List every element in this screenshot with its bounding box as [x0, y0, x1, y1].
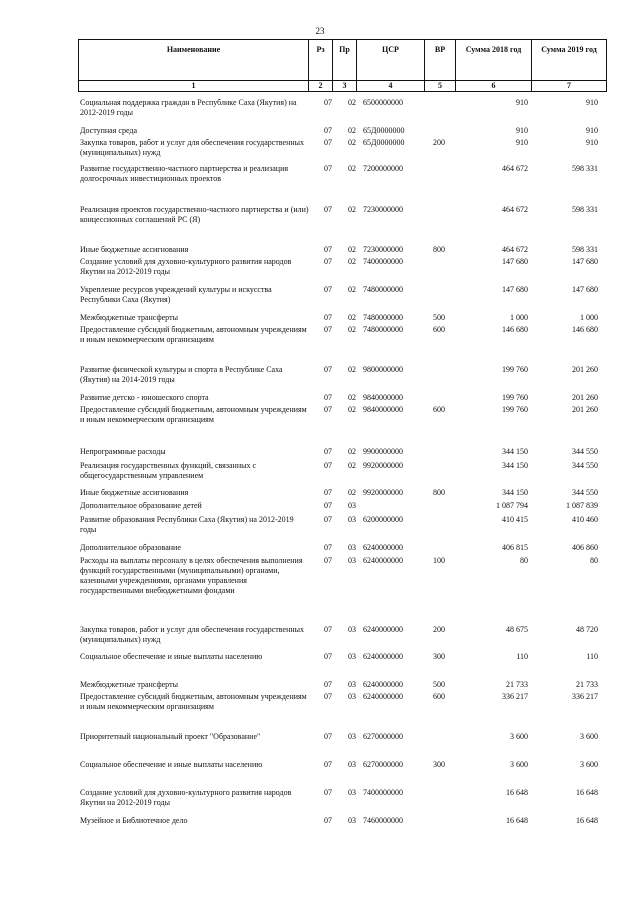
- row-name: Приоритетный национальный проект "Образование": [80, 732, 261, 741]
- row-rz: 07: [324, 393, 332, 402]
- row-rz: 07: [324, 501, 332, 510]
- row-csr: 6240000000: [363, 692, 403, 701]
- row-sum-2018: 110: [516, 652, 528, 661]
- row-pr: 02: [348, 365, 356, 374]
- row-sum-2018: 199 760: [502, 405, 528, 414]
- row-sum-2018: 146 680: [502, 325, 528, 334]
- row-pr: 02: [348, 313, 356, 322]
- row-sum-2019: 910: [586, 98, 598, 107]
- column-number: 2: [308, 80, 333, 92]
- row-pr: 02: [348, 126, 356, 135]
- row-sum-2018: 1 000: [510, 313, 528, 322]
- row-csr: 6270000000: [363, 732, 403, 741]
- row-sum-2019: 598 331: [572, 164, 598, 173]
- header-rz: Рз: [308, 39, 333, 81]
- row-csr: 7230000000: [363, 205, 403, 214]
- row-name: Музейное и Библиотечное дело: [80, 816, 188, 825]
- row-pr: 03: [348, 543, 356, 552]
- row-vr: 800: [433, 245, 445, 254]
- row-rz: 07: [324, 138, 332, 147]
- row-name: Закупка товаров, работ и услуг для обеспечения государственных (муниципальных) нужд: [80, 625, 305, 644]
- row-sum-2019: 16 648: [576, 816, 598, 825]
- row-sum-2019: 3 600: [580, 760, 598, 769]
- row-rz: 07: [324, 164, 332, 173]
- column-number: 7: [531, 80, 607, 92]
- row-pr: 03: [348, 732, 356, 741]
- row-sum-2018: 3 600: [510, 760, 528, 769]
- row-sum-2019: 344 550: [572, 447, 598, 456]
- row-name: Развитие государственно-частного партнерства и реализация долгосрочных инвестиционных проектов: [80, 164, 289, 183]
- row-csr: 7230000000: [363, 245, 403, 254]
- row-csr: 6200000000: [363, 515, 403, 524]
- column-number: 5: [424, 80, 456, 92]
- row-sum-2018: 199 760: [502, 393, 528, 402]
- row-name: Непрограммные расходы: [80, 447, 166, 456]
- row-sum-2019: 344 550: [572, 488, 598, 497]
- row-name: Социальное обеспечение и иные выплаты населению: [80, 652, 263, 661]
- row-csr: 9800000000: [363, 365, 403, 374]
- row-sum-2018: 406 815: [502, 543, 528, 552]
- row-sum-2018: 199 760: [502, 365, 528, 374]
- row-name: Предоставление субсидий бюджетным, автономным учреждениям и иным некоммерческим организациям: [80, 405, 307, 424]
- row-rz: 07: [324, 816, 332, 825]
- header-csr: ЦСР: [356, 39, 425, 81]
- row-sum-2019: 344 550: [572, 461, 598, 470]
- row-sum-2018: 48 675: [506, 625, 528, 634]
- row-name: Расходы на выплаты персоналу в целях обеспечения выполнения функций государственными (муниципальными) органами, казенными учреждениями, органами управления государственными внебюджетными фондами: [80, 556, 303, 595]
- row-pr: 03: [348, 788, 356, 797]
- row-rz: 07: [324, 405, 332, 414]
- row-sum-2018: 910: [516, 98, 528, 107]
- row-sum-2019: 1 087 839: [566, 501, 598, 510]
- row-name: Иные бюджетные ассигнования: [80, 488, 189, 497]
- row-name: Создание условий для духовно-культурного развития народов Якутии на 2012-2019 годы: [80, 257, 292, 276]
- row-pr: 02: [348, 285, 356, 294]
- row-sum-2018: 147 680: [502, 257, 528, 266]
- row-csr: 9840000000: [363, 405, 403, 414]
- row-name: Межбюджетные трансферты: [80, 313, 178, 322]
- row-rz: 07: [324, 692, 332, 701]
- row-vr: 100: [433, 556, 445, 565]
- row-sum-2018: 344 150: [502, 488, 528, 497]
- row-pr: 02: [348, 245, 356, 254]
- row-csr: 6240000000: [363, 652, 403, 661]
- row-rz: 07: [324, 543, 332, 552]
- row-sum-2019: 201 260: [572, 393, 598, 402]
- row-csr: 7200000000: [363, 164, 403, 173]
- row-csr: 6240000000: [363, 543, 403, 552]
- row-sum-2019: 21 733: [576, 680, 598, 689]
- header-name: Наименование: [78, 39, 309, 81]
- row-sum-2019: 410 460: [572, 515, 598, 524]
- row-vr: 200: [433, 138, 445, 147]
- row-sum-2018: 910: [516, 138, 528, 147]
- column-number: 3: [332, 80, 357, 92]
- row-name: Предоставление субсидий бюджетным, автономным учреждениям и иным некоммерческим организациям: [80, 325, 307, 344]
- row-name: Реализация государственных функций, связанных с общегосударственным управлением: [80, 461, 257, 480]
- row-name: Социальное обеспечение и иные выплаты населению: [80, 760, 263, 769]
- row-vr: 600: [433, 692, 445, 701]
- row-rz: 07: [324, 285, 332, 294]
- row-sum-2018: 410 415: [502, 515, 528, 524]
- row-pr: 02: [348, 164, 356, 173]
- row-csr: 9900000000: [363, 447, 403, 456]
- row-rz: 07: [324, 126, 332, 135]
- row-sum-2019: 910: [586, 138, 598, 147]
- row-vr: 600: [433, 405, 445, 414]
- row-vr: 300: [433, 760, 445, 769]
- row-rz: 07: [324, 732, 332, 741]
- row-rz: 07: [324, 788, 332, 797]
- row-sum-2018: 16 648: [506, 788, 528, 797]
- row-sum-2018: 147 680: [502, 285, 528, 294]
- row-pr: 02: [348, 461, 356, 470]
- row-rz: 07: [324, 257, 332, 266]
- column-number: 6: [455, 80, 532, 92]
- row-pr: 02: [348, 138, 356, 147]
- row-rz: 07: [324, 556, 332, 565]
- row-rz: 07: [324, 313, 332, 322]
- row-vr: 300: [433, 652, 445, 661]
- row-sum-2018: 16 648: [506, 816, 528, 825]
- row-csr: 7400000000: [363, 257, 403, 266]
- row-name: Дополнительное образование детей: [80, 501, 202, 510]
- header-sum-2019: Сумма 2019 год: [531, 39, 607, 81]
- row-sum-2019: 110: [586, 652, 598, 661]
- row-sum-2018: 344 150: [502, 461, 528, 470]
- row-sum-2018: 1 087 794: [496, 501, 528, 510]
- row-vr: 200: [433, 625, 445, 634]
- row-pr: 02: [348, 488, 356, 497]
- column-number: 1: [78, 80, 309, 92]
- row-sum-2019: 201 260: [572, 365, 598, 374]
- row-pr: 03: [348, 625, 356, 634]
- column-number: 4: [356, 80, 425, 92]
- row-name: Развитие физической культуры и спорта в Республике Саха (Якутия) на 2014-2019 годы: [80, 365, 283, 384]
- row-rz: 07: [324, 625, 332, 634]
- row-name: Дополнительное образование: [80, 543, 181, 552]
- row-csr: 9920000000: [363, 488, 403, 497]
- row-sum-2019: 336 217: [572, 692, 598, 701]
- row-csr: 9920000000: [363, 461, 403, 470]
- row-sum-2019: 48 720: [576, 625, 598, 634]
- row-rz: 07: [324, 680, 332, 689]
- header-vr: ВР: [424, 39, 456, 81]
- row-pr: 02: [348, 98, 356, 107]
- row-sum-2019: 1 000: [580, 313, 598, 322]
- row-name: Развитие образования Республики Саха (Якутия) на 2012-2019 годы: [80, 515, 294, 534]
- row-csr: 6240000000: [363, 556, 403, 565]
- row-rz: 07: [324, 652, 332, 661]
- row-rz: 07: [324, 245, 332, 254]
- row-sum-2019: 598 331: [572, 205, 598, 214]
- row-sum-2018: 344 150: [502, 447, 528, 456]
- row-pr: 03: [348, 515, 356, 524]
- page-number: 23: [315, 26, 325, 36]
- row-pr: 03: [348, 556, 356, 565]
- row-csr: 9840000000: [363, 393, 403, 402]
- row-name: Доступная среда: [80, 126, 138, 135]
- row-csr: 7400000000: [363, 788, 403, 797]
- row-name: Социальная поддержка граждан в Республике Саха (Якутия) на 2012-2019 годы: [80, 98, 297, 117]
- header-sum-2018: Сумма 2018 год: [455, 39, 532, 81]
- row-csr: 6500000000: [363, 98, 403, 107]
- row-csr: 65Д0000000: [363, 126, 405, 135]
- row-name: Иные бюджетные ассигнования: [80, 245, 189, 254]
- row-rz: 07: [324, 205, 332, 214]
- row-sum-2018: 336 217: [502, 692, 528, 701]
- row-pr: 03: [348, 692, 356, 701]
- row-pr: 02: [348, 257, 356, 266]
- row-pr: 03: [348, 760, 356, 769]
- row-sum-2019: 147 680: [572, 257, 598, 266]
- row-pr: 03: [348, 501, 356, 510]
- row-pr: 02: [348, 393, 356, 402]
- row-csr: 65Д0000000: [363, 138, 405, 147]
- row-sum-2018: 464 672: [502, 245, 528, 254]
- row-sum-2019: 910: [586, 126, 598, 135]
- row-pr: 03: [348, 652, 356, 661]
- row-rz: 07: [324, 325, 332, 334]
- row-pr: 02: [348, 325, 356, 334]
- row-sum-2019: 201 260: [572, 405, 598, 414]
- row-vr: 500: [433, 680, 445, 689]
- row-sum-2018: 21 733: [506, 680, 528, 689]
- row-sum-2018: 3 600: [510, 732, 528, 741]
- row-pr: 03: [348, 816, 356, 825]
- row-name: Межбюджетные трансферты: [80, 680, 178, 689]
- header-pr: Пр: [332, 39, 357, 81]
- row-csr: 7480000000: [363, 285, 403, 294]
- row-sum-2018: 464 672: [502, 164, 528, 173]
- row-sum-2018: 464 672: [502, 205, 528, 214]
- row-csr: 6240000000: [363, 680, 403, 689]
- row-sum-2019: 406 860: [572, 543, 598, 552]
- row-rz: 07: [324, 365, 332, 374]
- table-header: [78, 39, 607, 92]
- row-csr: 6270000000: [363, 760, 403, 769]
- row-sum-2019: 16 648: [576, 788, 598, 797]
- row-pr: 03: [348, 680, 356, 689]
- row-name: Реализация проектов государственно-частного партнерства и (или) концессионных соглашений РС (Я): [80, 205, 309, 224]
- row-csr: 7480000000: [363, 313, 403, 322]
- row-pr: 02: [348, 447, 356, 456]
- row-csr: 7460000000: [363, 816, 403, 825]
- row-rz: 07: [324, 760, 332, 769]
- row-rz: 07: [324, 98, 332, 107]
- row-rz: 07: [324, 447, 332, 456]
- row-sum-2018: 80: [520, 556, 528, 565]
- row-vr: 500: [433, 313, 445, 322]
- row-sum-2019: 147 680: [572, 285, 598, 294]
- row-csr: 7480000000: [363, 325, 403, 334]
- row-sum-2019: 146 680: [572, 325, 598, 334]
- row-rz: 07: [324, 515, 332, 524]
- row-rz: 07: [324, 488, 332, 497]
- row-rz: 07: [324, 461, 332, 470]
- row-vr: 800: [433, 488, 445, 497]
- row-name: Развитие детско - юношеского спорта: [80, 393, 209, 402]
- row-sum-2019: 3 600: [580, 732, 598, 741]
- row-pr: 02: [348, 205, 356, 214]
- row-name: Закупка товаров, работ и услуг для обеспечения государственных (муниципальных) нужд: [80, 138, 305, 157]
- row-name: Создание условий для духовно-культурного развития народов Якутии на 2012-2019 годы: [80, 788, 292, 807]
- row-vr: 600: [433, 325, 445, 334]
- row-sum-2018: 910: [516, 126, 528, 135]
- row-sum-2019: 598 331: [572, 245, 598, 254]
- row-name: Укрепление ресурсов учреждений культуры и искусства Республики Саха (Якутия): [80, 285, 272, 304]
- row-sum-2019: 80: [590, 556, 598, 565]
- row-pr: 02: [348, 405, 356, 414]
- row-name: Предоставление субсидий бюджетным, автономным учреждениям и иным некоммерческим организациям: [80, 692, 307, 711]
- row-csr: 6240000000: [363, 625, 403, 634]
